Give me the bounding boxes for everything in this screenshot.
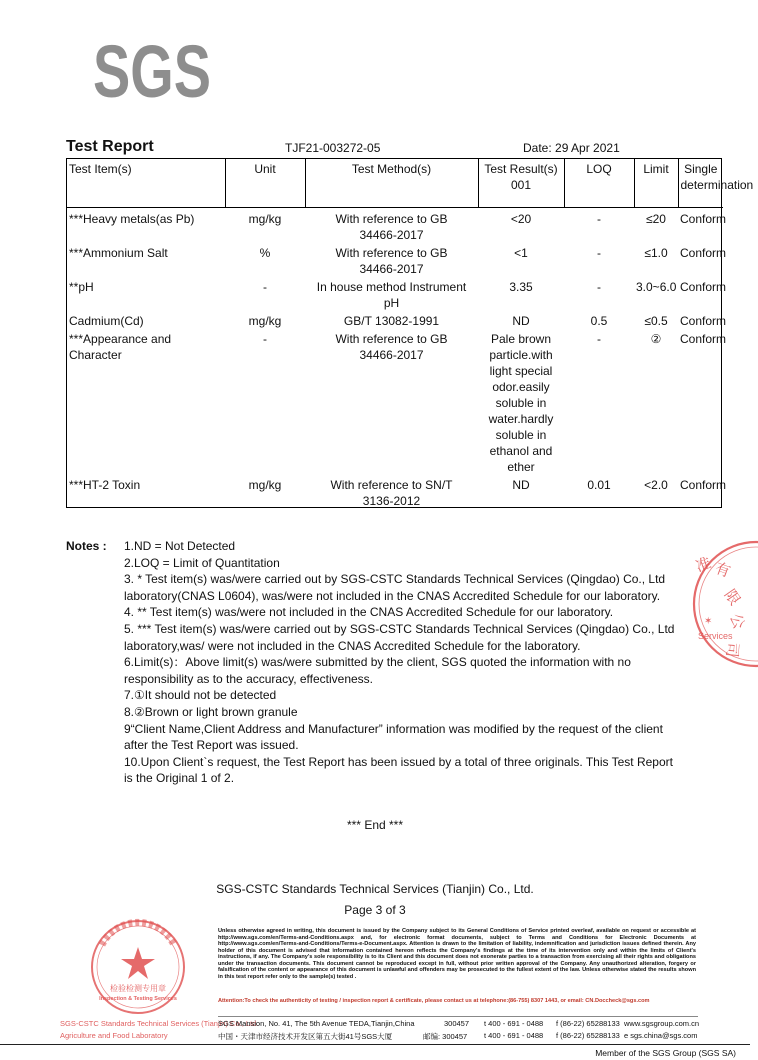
sgs-logo: [93, 30, 213, 113]
note-line: laboratory,was/ were not included in the CNAS Accredited Schedule for the laboratory.: [124, 638, 581, 653]
cell-method-line: With reference to GB: [335, 331, 448, 346]
website: www.sgsgroup.com.cn: [624, 1019, 700, 1028]
cell-result: [478, 312, 564, 330]
cell-method: [305, 476, 478, 510]
header-single-label: Single: [684, 162, 718, 176]
cell-item: [67, 244, 225, 278]
address-cn: 中国・天津市经济技术开发区第五大街41号SGS大厦: [218, 1032, 393, 1041]
note-line: 1.ND = Not Detected: [124, 539, 236, 553]
note-line: responsibility as to the accuracy, effectiveness.: [124, 671, 374, 686]
page-number: Page 3 of 3: [344, 903, 406, 917]
cell-unit: mg/kg: [248, 477, 282, 492]
table-row: [67, 278, 723, 312]
header-unit: Unit: [225, 159, 305, 207]
cell-result-line: ND: [512, 477, 530, 492]
cell-method-line: 34466-2017: [359, 227, 424, 242]
cell-result-line: soluble in: [495, 427, 547, 442]
cell-single: Conform: [680, 245, 727, 260]
authenticity-notice: Attention:To check the authenticity of testing / inspection report & certificate, please contact us at telephone:(86-755) 8307 1443, or email: CN.Doccheck@sgs.com: [218, 998, 650, 1004]
svg-text:✶: ✶: [704, 616, 713, 627]
cell-unit: mg/kg: [248, 313, 282, 328]
cell-loq: -: [597, 211, 601, 226]
address-en: SGS Mansion, No. 41, The 5th Avenue TEDA,Tianjin,China: [218, 1019, 415, 1028]
table-row: [67, 330, 723, 476]
cell-method-line: 34466-2017: [359, 347, 424, 362]
note-line: 6.Limit(s)：Above limit(s) was/were submitted by the client, SGS quoted the information with no: [124, 655, 631, 670]
inspection-seal: [78, 915, 204, 1020]
cell-result-line: ND: [512, 313, 530, 328]
cell-unit: mg/kg: [248, 211, 282, 226]
sgs-logo-text: SGS: [93, 30, 211, 113]
cell-method-line: With reference to SN/T: [330, 477, 453, 492]
postcode-cn: 邮编: 300457: [423, 1032, 468, 1041]
cell-item-line: ***Ammonium Salt: [69, 245, 168, 260]
cell-result-line: ether: [507, 459, 535, 474]
address-divider: [218, 1016, 698, 1017]
email-cn: e sgs.china@sgs.com: [624, 1031, 698, 1040]
phone-cn: t 400 - 691 - 0488: [484, 1031, 544, 1040]
note-line: laboratory(CNAS L0604), was/were not included in the CNAS Accredited Schedule for our laboratory.: [124, 588, 661, 603]
svg-text:司: 司: [722, 641, 742, 659]
cell-item-line: Cadmium(Cd): [69, 313, 144, 328]
cell-item-line: ***Appearance and: [69, 331, 172, 346]
cell-method-line: With reference to GB: [335, 211, 448, 226]
cell-single: Conform: [680, 477, 727, 492]
cell-item-line: Character: [69, 347, 122, 362]
cell-loq: 0.5: [590, 313, 608, 328]
cell-result: [478, 330, 564, 476]
cell-result-line: ethanol and: [489, 443, 553, 458]
note-line: after the Test Report was issued.: [124, 738, 299, 753]
cell-item: [67, 207, 225, 244]
right-stamp: [678, 532, 758, 677]
cell-method-line: 34466-2017: [359, 261, 424, 276]
right-stamp-text: Services: [698, 631, 733, 641]
header-test-method: Test Method(s): [305, 159, 478, 207]
note-line: 5. *** Test item(s) was/were carried out by SGS-CSTC Standards Technical Services (Qingdao) Co., Ltd: [124, 621, 675, 636]
header-limit: Limit: [634, 159, 678, 207]
cell-result-line: light special: [489, 363, 553, 378]
header-test-result-sample: 001: [510, 178, 532, 192]
cell-result: [478, 207, 564, 244]
cell-limit: ≤0.5: [644, 313, 668, 328]
svg-text:准: 准: [693, 553, 714, 576]
table-row: [67, 207, 723, 244]
table-row: [67, 312, 723, 330]
seal-chinese-label: 检验检测专用章: [110, 984, 166, 993]
header-single-determination: [678, 159, 754, 207]
member-of-sgs-group: Member of the SGS Group (SGS SA): [595, 1048, 736, 1058]
cell-method-line: 3136-2012: [362, 493, 421, 508]
note-line: 4. ** Test item(s) was/were not included in the CNAS Accredited Schedule for our laboratory.: [124, 605, 614, 620]
cell-result: [478, 278, 564, 312]
seal-english-label: Inspection & Testing Services: [99, 996, 177, 1002]
fax-cn: f (86-22) 65288133: [556, 1031, 620, 1040]
cell-item: [67, 312, 225, 330]
cell-result-line: particle.with: [489, 347, 553, 362]
cell-item: [67, 476, 225, 510]
cell-unit: -: [263, 279, 267, 294]
cell-loq: -: [597, 331, 601, 346]
cell-single: Conform: [680, 331, 727, 346]
note-line: is the Original 1 of 2.: [124, 771, 235, 786]
header-loq: LOQ: [564, 159, 634, 207]
table-row: [67, 476, 723, 510]
note-line: 7.①It should not be detected: [124, 688, 277, 703]
seal-company: SGS-CSTC Standards Technical Services (Tianjin) Co., Ltd.: [60, 1019, 259, 1028]
cell-method-line: With reference to GB: [335, 245, 448, 260]
cell-item-line: ***HT-2 Toxin: [69, 477, 141, 492]
cell-result: [478, 476, 564, 510]
cell-method-line: GB/T 13082-1991: [343, 313, 440, 328]
fax-en: f (86-22) 65288133: [556, 1019, 620, 1028]
header-determination-label: determination: [680, 178, 754, 192]
note-line: 3. * Test item(s) was/were carried out by SGS-CSTC Standards Technical Services (Qingdao) Co., Ltd: [124, 572, 666, 587]
results-table: [67, 159, 754, 510]
cell-method: [305, 278, 478, 312]
cell-item: [67, 330, 225, 476]
cell-single: Conform: [680, 313, 727, 328]
footer-company: SGS-CSTC Standards Technical Services (Tianjin) Co., Ltd.: [216, 882, 534, 896]
cell-result-line: <1: [514, 245, 528, 260]
header-test-item: Test Item(s): [67, 159, 225, 207]
cell-result-line: water.hardly: [488, 411, 554, 426]
cell-limit: ≤20: [646, 211, 666, 226]
results-table-frame: [66, 158, 754, 508]
header-test-result-label: Test Result(s): [484, 162, 558, 176]
cell-limit: ②: [650, 331, 662, 346]
cell-loq: -: [597, 245, 601, 260]
seal-laboratory: Agriculture and Food Laboratory: [60, 1031, 168, 1040]
table-row: [67, 244, 723, 278]
cell-result-line: 3.35: [509, 279, 533, 294]
cell-single: Conform: [680, 211, 727, 226]
header-test-result: [478, 159, 564, 207]
cell-item-line: **pH: [69, 279, 94, 294]
cell-loq: -: [597, 279, 601, 294]
report-date: Date: 29 Apr 2021: [523, 141, 620, 155]
cell-item: [67, 278, 225, 312]
table-body: [67, 207, 727, 510]
svg-text:有: 有: [712, 558, 733, 581]
cell-result-line: odor.easily: [492, 379, 550, 394]
cell-method: [305, 330, 478, 476]
cell-result-line: Pale brown: [490, 331, 552, 346]
note-line: 9“Client Name,Client Address and Manufacturer” information was modified by the request of the client: [124, 721, 663, 736]
svg-text:限: 限: [720, 585, 745, 609]
table-header-row: [67, 159, 723, 207]
notes-list: [124, 538, 704, 787]
disclaimer-text: Unless otherwise agreed in writing, this document is issued by the Company subject to its General Conditions of Service printed overleaf, available on request or accessible at http://www.sgs.com/en/Terms-and-Conditions.aspx and, for electronic format documents, subject to Terms and Conditions for Electronic Documents at http://www.sgs.com/en/Terms-and-Conditions/Terms-e-Document.aspx. Attention is drawn to the limitation of liability, indemnification and jurisdiction issues defined therein. Any holder of this document is advised that information contained hereon reflects the Company's findings at the time of its intervention only and within the limits of Client's instructions, if any. The Company's sole responsibility is to its Client and this document does not exonerate parties to a transaction from exercising all their rights and obligations under the transaction documents. This document cannot be reproduced except in full, without prior written approval of the Company. Any unauthorized alteration, forgery or falsification of the content or appearance of this document is unlawful and offenders may be prosecuted to the fullest extent of the law. Unless otherwise stated the results shown in this test report refer only to the sample(s) tested .: [218, 928, 696, 980]
note-line: 10.Upon Client`s request, the Test Report has been issued by a total of three originals. This Test Report: [124, 754, 673, 769]
postcode-en: 300457: [444, 1019, 470, 1028]
phone-en: t 400 - 691 - 0488: [484, 1019, 544, 1028]
cell-limit: 3.0~6.0: [636, 279, 677, 294]
note-line: 8.②Brown or light brown granule: [124, 704, 298, 719]
cell-limit: ≤1.0: [644, 245, 668, 260]
report-title: Test Report: [66, 138, 154, 155]
report-number: TJF21-003272-05: [285, 141, 381, 155]
cell-unit: %: [259, 245, 271, 260]
cell-method-line: In house method Instrument: [316, 279, 467, 294]
footer-rule: [0, 1044, 750, 1045]
cell-single: Conform: [680, 279, 727, 294]
cell-result-line: <20: [510, 211, 532, 226]
end-marker: *** End ***: [346, 818, 404, 832]
cell-method: [305, 312, 478, 330]
cell-limit: <2.0: [644, 477, 668, 492]
notes-label: Notes :: [66, 539, 107, 553]
cell-loq: 0.01: [587, 477, 611, 492]
cell-method: [305, 207, 478, 244]
cell-method: [305, 244, 478, 278]
cell-result-line: soluble in: [495, 395, 547, 410]
cell-result: [478, 244, 564, 278]
note-line: 2.LOQ = Limit of Quantitation: [124, 555, 280, 570]
cell-method-line: pH: [383, 295, 400, 310]
cell-unit: -: [263, 331, 267, 346]
cell-item-line: ***Heavy metals(as Pb): [69, 211, 195, 226]
svg-text:公: 公: [726, 611, 749, 632]
